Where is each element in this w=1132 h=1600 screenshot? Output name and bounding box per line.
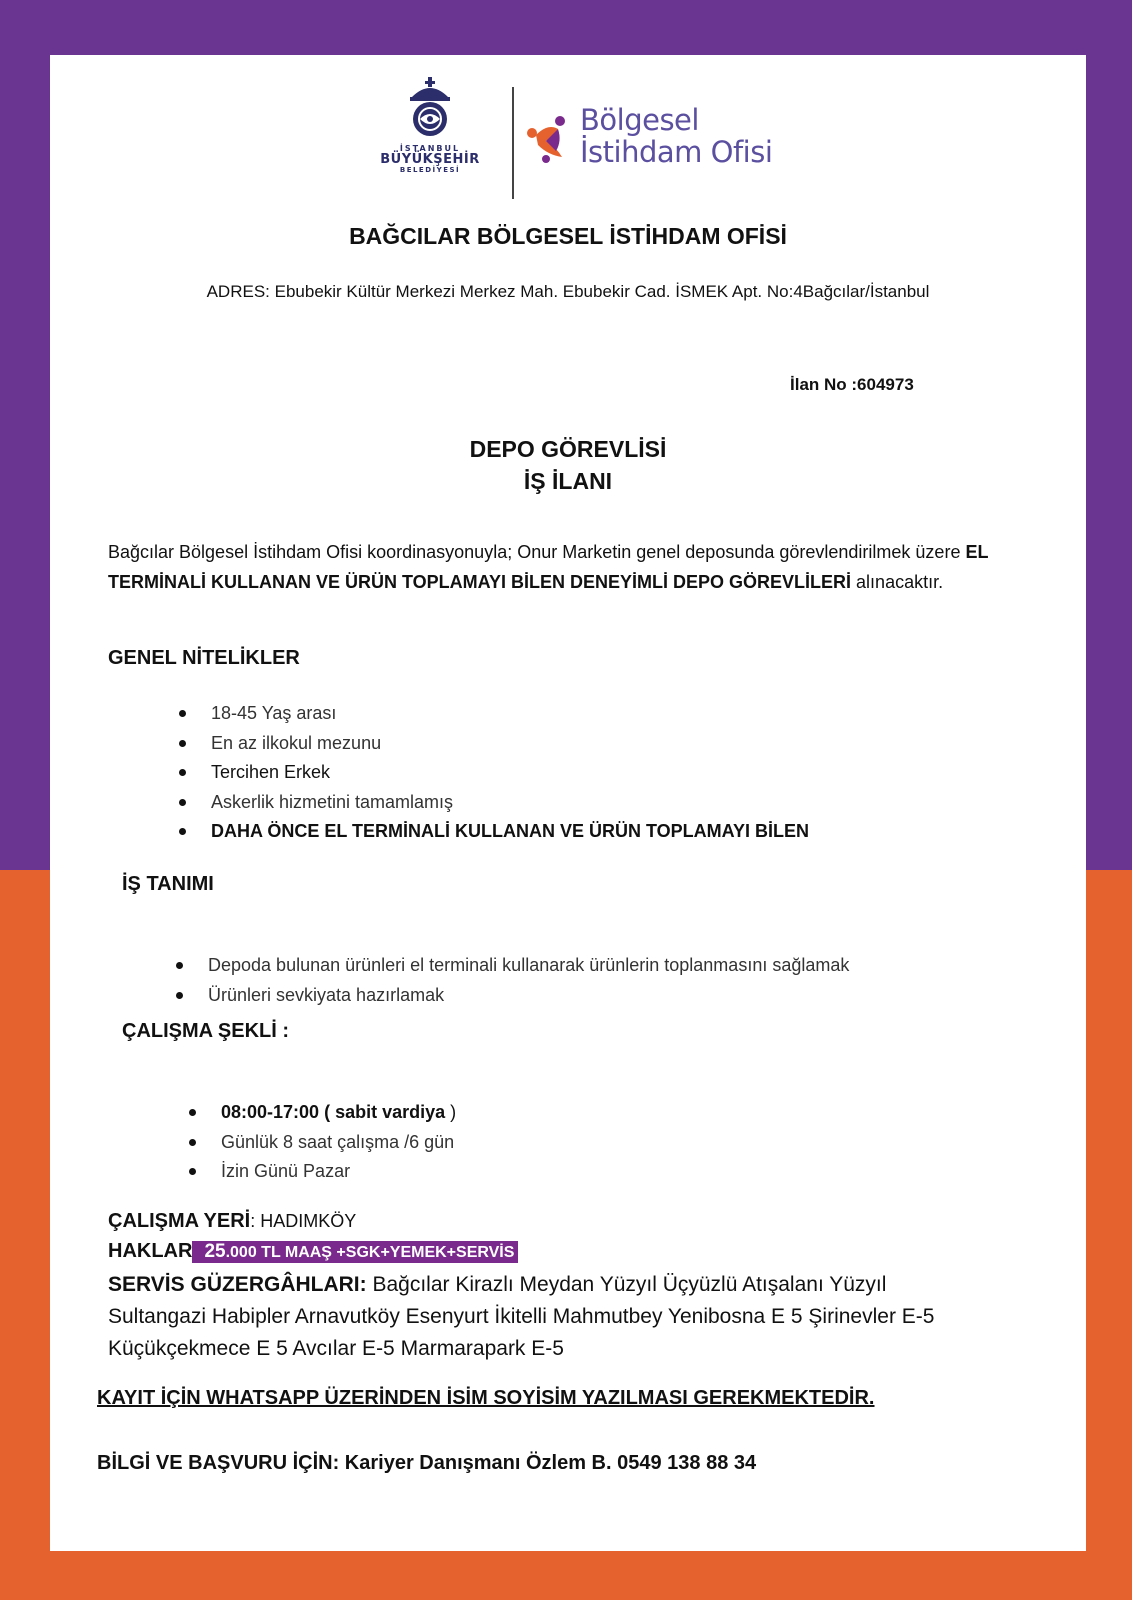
bullet-icon [176, 992, 183, 999]
is-tanimi-list [208, 951, 849, 1010]
list-item-text: 18-45 Yaş arası [211, 703, 337, 723]
list-item [211, 729, 809, 759]
bullet-icon [179, 828, 186, 835]
registration-note: KAYIT İÇİN WHATSAPP ÜZERİNDEN İSİM SOYİSİM YAZILMASI GEREKMEKTEDİR. [97, 1387, 875, 1409]
bullet-icon [189, 1168, 196, 1175]
bullet-icon [179, 710, 186, 717]
benefits-label: HAKLAR [108, 1240, 193, 1262]
list-item [211, 699, 809, 729]
work-location-value: : HADIMKÖY [250, 1211, 357, 1231]
job-title-line1: DEPO GÖREVLİSİ [469, 436, 667, 462]
list-item-text: Depoda bulunan ürünleri el terminali kullanarak ürünlerin toplanmasını sağlamak [208, 955, 850, 975]
work-location [108, 1210, 356, 1233]
genel-nitelikler-heading: GENEL NİTELİKLER [108, 647, 300, 669]
bio-logo-line1: Bölgesel [580, 103, 699, 137]
intro-bold: EL TERMİNALİ KULLANAN VE ÜRÜN TOPLAMAYI BİLEN DENEYİMLİ DEPO GÖREVLİLERİ [108, 542, 989, 592]
service-routes-value: Bağcılar Kirazlı Meydan Yüzyıl Üçyüzlü Atışalanı Yüzyıl Sultangazi Habipler Arnavutköy Esenyurt İkitelli Mahmutbey Yenibosna E 5 Şirinevler E-5 Küçükçekmece E 5 Avcılar E-5 Marmarapark E-5 [108, 1273, 935, 1360]
ibb-logo [370, 75, 490, 205]
list-item [221, 1098, 456, 1128]
list-item [211, 817, 809, 847]
calisma-sekli-list [221, 1098, 456, 1187]
list-item [221, 1128, 456, 1158]
list-item-text: Askerlik hizmetini tamamlamış [211, 791, 454, 812]
list-item [211, 758, 809, 788]
bullet-icon [176, 962, 183, 969]
list-item-text: İzin Günü Pazar [221, 1161, 351, 1181]
job-posting-sheet [50, 55, 1086, 1551]
list-item-text: Ürünleri sevkiyata hazırlamak [208, 984, 445, 1005]
service-routes-label: SERVİS GÜZERGÂHLARI: [108, 1273, 367, 1296]
work-location-label: ÇALIŞMA YERİ [108, 1210, 251, 1232]
intro-text-2: alınacaktır. [851, 572, 944, 592]
calisma-sekli-heading: ÇALIŞMA ŞEKLİ : [122, 1020, 290, 1042]
job-title-line2: İŞ İLANI [523, 468, 613, 494]
bio-logo-text [580, 105, 772, 169]
benefits [108, 1240, 518, 1263]
list-item-text: Tercihen Erkek [211, 762, 331, 782]
ibb-logo-line1: İSTANBUL [399, 144, 461, 153]
ibb-logo-line2: BÜYÜKŞEHİR [380, 152, 480, 168]
office-title: BAĞCILAR BÖLGESEL İSTİHDAM OFİSİ [349, 223, 787, 249]
bullet-icon [189, 1139, 196, 1146]
salary-value: 25 [204, 1241, 226, 1262]
bio-mark-icon [522, 113, 574, 165]
shift-hours: 08:00-17:00 ( sabit vardiya [221, 1102, 446, 1122]
bullet-icon [189, 1109, 196, 1116]
list-item [208, 951, 849, 981]
ibb-logo-line3: BELEDİYESİ [399, 166, 461, 175]
list-item-text: En az ilkokul mezunu [211, 732, 382, 753]
benefits-highlight [192, 1241, 518, 1263]
benefits-value: .000 TL MAAŞ +SGK+YEMEK+SERVİS [225, 1244, 515, 1261]
list-item-text: DAHA ÖNCE EL TERMİNALİ KULLANAN VE ÜRÜN TOPLAMAYI BİLEN [211, 821, 810, 841]
bolgesel-istihdam-logo [522, 105, 802, 185]
office-address: ADRES: Ebubekir Kültür Merkezi Merkez Mah. Ebubekir Cad. İSMEK Apt. No:4Bağcılar/İstanbul [206, 282, 930, 301]
ibb-emblem-icon [404, 75, 456, 141]
list-item [221, 1157, 456, 1187]
listing-number: İlan No :604973 [790, 375, 914, 394]
list-item [208, 981, 849, 1011]
intro-text-1: Bağcılar Bölgesel İstihdam Ofisi koordinasyonuyla; Onur Marketin genel deposunda görevlendirilmek üzere [108, 542, 966, 562]
genel-nitelikler-list [211, 699, 809, 847]
contact-info: BİLGİ VE BAŞVURU İÇİN: Kariyer Danışmanı Özlem B. 0549 138 88 34 [97, 1452, 757, 1474]
logo-divider [512, 87, 514, 199]
service-routes [108, 1269, 988, 1365]
shift-hours-tail: ) [445, 1102, 457, 1122]
bullet-icon [179, 799, 186, 806]
intro-paragraph [108, 537, 1008, 597]
list-item [211, 788, 809, 818]
bullet-icon [179, 769, 186, 776]
list-item-text: Günlük 8 saat çalışma /6 gün [221, 1131, 455, 1152]
bullet-icon [179, 740, 186, 747]
bio-logo-line2: İstihdam Ofisi [580, 134, 773, 169]
job-title [50, 433, 1086, 497]
is-tanimi-heading: İŞ TANIMI [122, 873, 214, 895]
